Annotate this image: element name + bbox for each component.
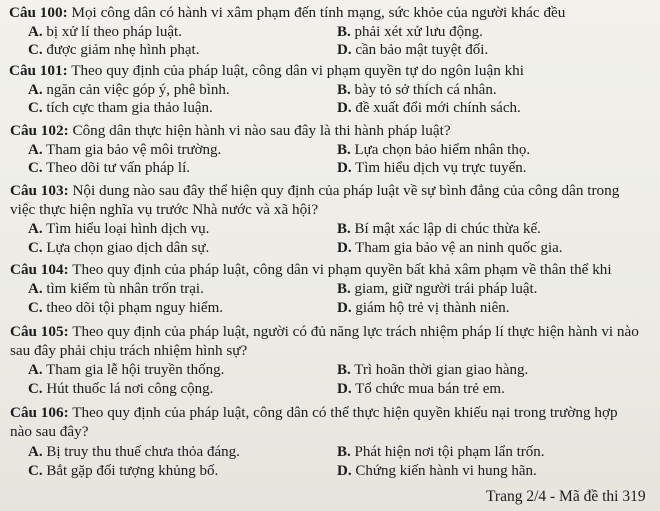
option-c: C. theo dõi tội phạm nguy hiểm. (28, 300, 223, 316)
option-a: A. tìm kiếm tù nhân trốn trại. (28, 281, 204, 297)
question-number: Câu 100: (9, 4, 68, 21)
option-c: C. được giảm nhẹ hình phạt. (28, 42, 200, 58)
option-a: A. bị xử lí theo pháp luật. (28, 24, 182, 40)
question-text: Theo quy định của pháp luật, công dân vi phạm quyền tự do ngôn luận khi (71, 62, 524, 79)
question-text: Theo quy định của pháp luật, công dân có thể thực hiện quyền khiếu nại trong trường hợp (72, 404, 618, 421)
option-b: B. Phát hiện nơi tội phạm lẩn trốn. (337, 444, 545, 460)
option-a: A. Tìm hiểu loại hình dịch vụ. (28, 221, 210, 237)
option-b: B. phải xét xử lưu động. (337, 24, 483, 40)
option-d: D. Chứng kiến hành vi hung hãn. (337, 463, 537, 479)
page-footer: Trang 2/4 - Mã đề thi 319 (486, 488, 646, 505)
option-d: D. đề xuất đổi mới chính sách. (337, 100, 521, 116)
question-number: Câu 106: (10, 404, 69, 421)
option-c: C. tích cực tham gia thảo luận. (28, 100, 213, 116)
option-a: A. Bị truy thu thuế chưa thỏa đáng. (28, 444, 240, 460)
question-106-stem-continued (10, 423, 88, 441)
option-b: B. bày tỏ sở thích cá nhân. (337, 82, 497, 98)
question-106-stem (10, 404, 618, 422)
question-number: Câu 103: (10, 182, 69, 199)
option-a: A. Tham gia bảo vệ môi trường. (28, 142, 222, 158)
question-number: Câu 102: (10, 122, 69, 139)
option-c: C. Bắt gặp đối tượng khủng bố. (28, 463, 219, 479)
question-number: Câu 104: (10, 261, 69, 278)
question-text: sau đây phải chịu trách nhiệm hình sự? (10, 342, 248, 359)
option-b: B. Lựa chọn bảo hiểm nhân thọ. (337, 142, 531, 158)
question-text: nào sau đây? (10, 423, 89, 440)
question-text: Công dân thực hiện hành vi nào sau đây là thi hành pháp luật? (72, 122, 451, 139)
question-number: Câu 101: (9, 62, 68, 79)
option-a: A. ngăn cản việc góp ý, phê bình. (28, 82, 230, 98)
option-d: D. Tìm hiểu dịch vụ trực tuyến. (337, 160, 527, 176)
question-105-stem-continued (10, 342, 247, 360)
question-text: Nội dung nào sau đây thể hiện quy định của pháp luật về sự bình đẳng của công dân trong (72, 182, 620, 199)
option-d: D. cần bảo mật tuyệt đối. (337, 42, 489, 58)
option-d: D. Tổ chức mua bán trẻ em. (337, 381, 505, 397)
question-text: Theo quy định của pháp luật, người có đủ năng lực trách nhiệm pháp lí thực hiện hành vi nào (72, 323, 639, 340)
question-text: Theo quy định của pháp luật, công dân vi phạm quyền bất khả xâm phạm về thân thể khi (72, 261, 612, 278)
option-c: C. Theo dõi tư vấn pháp lí. (28, 160, 191, 176)
option-b: B. giam, giữ người trái pháp luật. (337, 281, 538, 297)
option-a: A. Tham gia lễ hội truyền thống. (28, 362, 225, 378)
question-103-stem-continued (10, 201, 318, 219)
question-text: Mọi công dân có hành vi xâm phạm đến tính mạng, sức khỏe của người khác đều (71, 4, 566, 21)
option-b: B. Trì hoãn thời gian giao hàng. (337, 362, 529, 378)
question-text: việc thực hiện nghĩa vụ trước Nhà nước và xã hội? (10, 201, 319, 218)
question-number: Câu 105: (10, 323, 69, 340)
question-104-stem (10, 261, 612, 279)
question-101-stem (9, 62, 524, 80)
option-c: C. Hút thuốc lá nơi công cộng. (28, 381, 214, 397)
question-103-stem (10, 182, 619, 200)
option-d: D. giám hộ trẻ vị thành niên. (337, 300, 510, 316)
option-d: D. Tham gia bảo vệ an ninh quốc gia. (337, 240, 563, 256)
question-100-stem (9, 4, 565, 22)
question-102-stem (10, 122, 451, 140)
question-105-stem (10, 323, 639, 341)
option-b: B. Bí mật xác lập di chúc thừa kế. (337, 221, 541, 237)
option-c: C. Lựa chọn giao dịch dân sự. (28, 240, 210, 256)
